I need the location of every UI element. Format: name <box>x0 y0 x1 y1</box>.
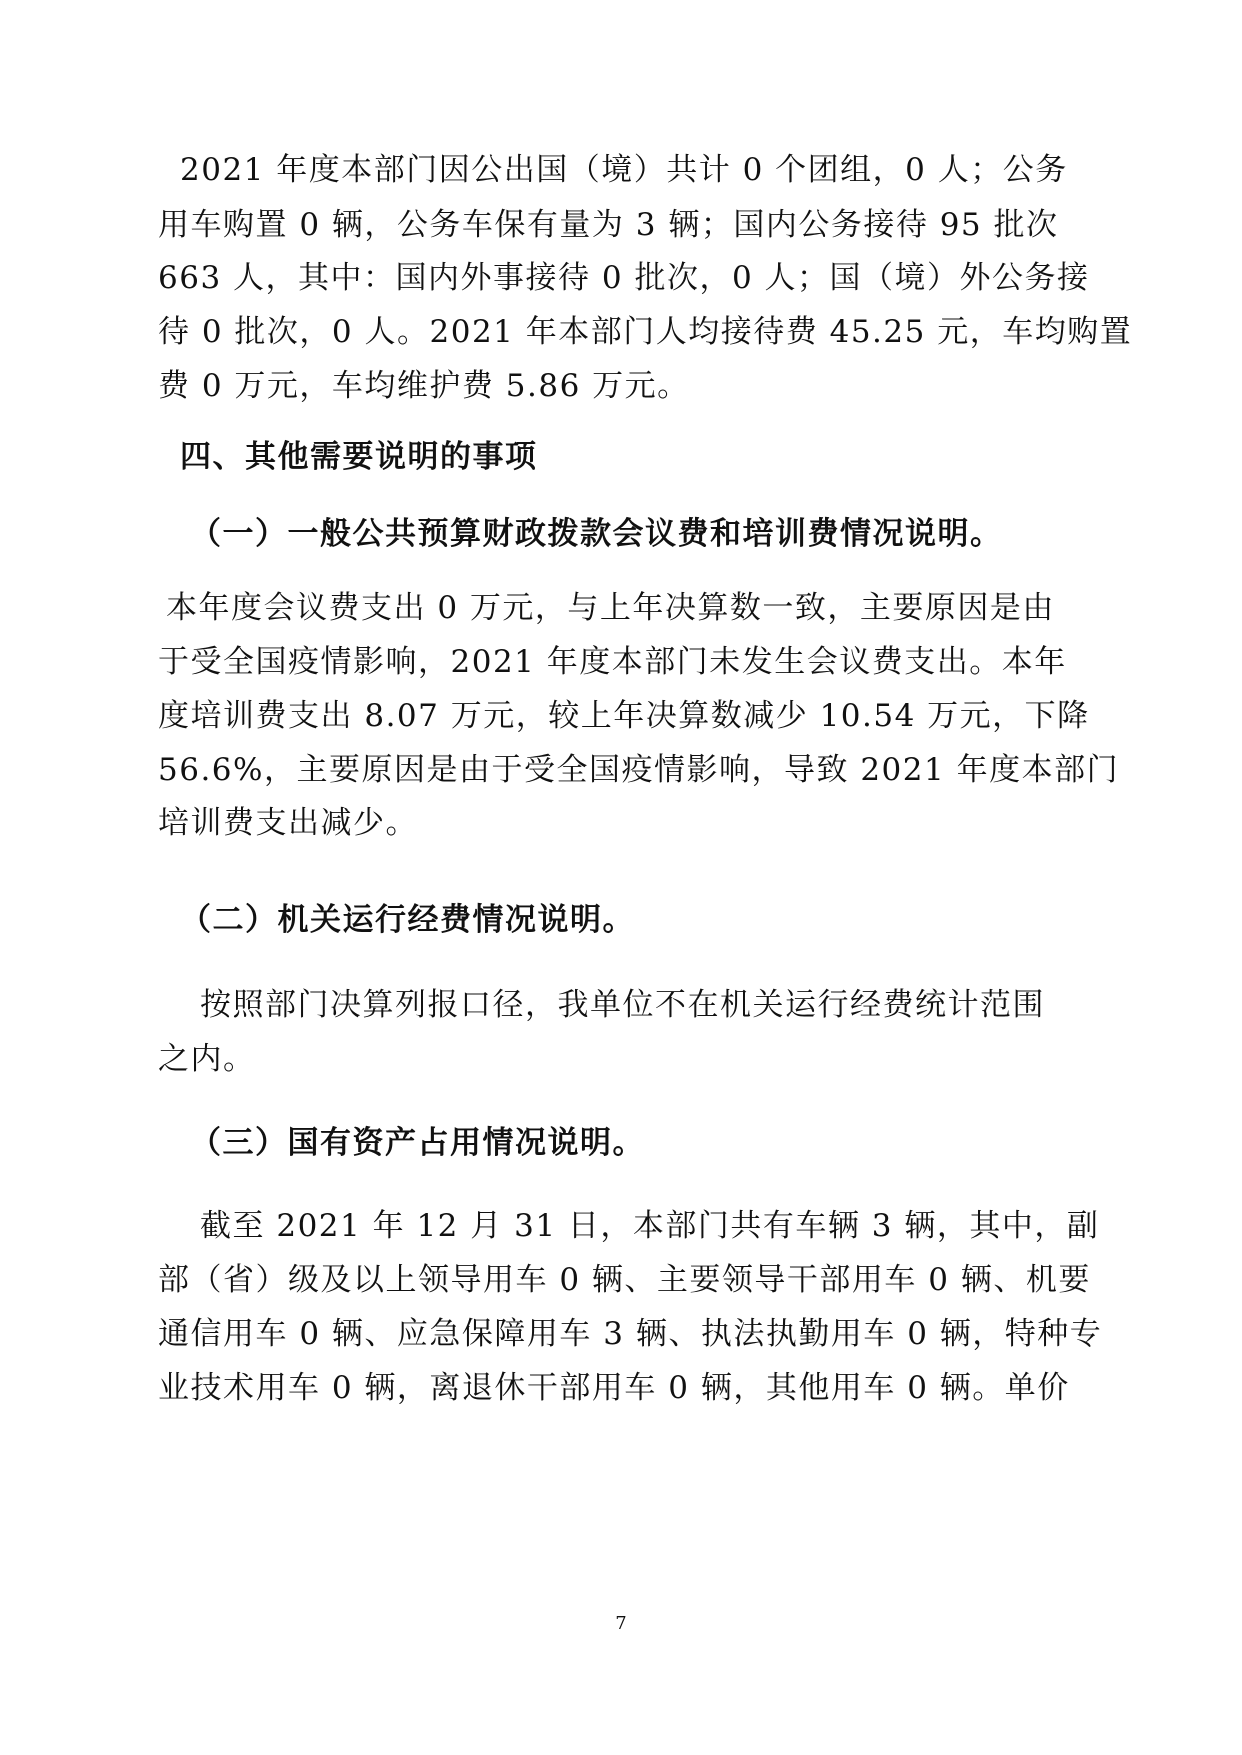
paragraph-assets-line-3: 通信用车 0 辆、应急保障用车 3 辆、执法执勤用车 0 辆，特种专 <box>158 1316 1103 1352</box>
paragraph-overseas-line-2: 用车购置 0 辆，公务车保有量为 3 辆；国内公务接待 95 批次 <box>158 207 1059 243</box>
paragraph-meeting-line-4: 56.6%，主要原因是由于受全国疫情影响，导致 2021 年度本部门 <box>158 752 1120 788</box>
section-heading: 四、其他需要说明的事项 <box>180 439 538 475</box>
paragraph-meeting-line-1: 本年度会议费支出 0 万元，与上年决算数一致，主要原因是由 <box>166 590 1055 626</box>
page-number: 7 <box>615 1613 627 1634</box>
paragraph-overseas-line-4: 待 0 批次，0 人。2021 年本部门人均接待费 45.25 元，车均购置 <box>158 314 1133 350</box>
paragraph-overseas-line-5: 费 0 万元，车均维护费 5.86 万元。 <box>158 368 690 404</box>
paragraph-meeting-line-2: 于受全国疫情影响，2021 年度本部门未发生会议费支出。本年 <box>158 644 1067 680</box>
paragraph-assets-line-1: 截至 2021 年 12 月 31 日，本部门共有车辆 3 辆，其中，副 <box>200 1208 1100 1244</box>
paragraph-operating-line-2: 之内。 <box>158 1041 256 1077</box>
paragraph-operating-line-1: 按照部门决算列报口径，我单位不在机关运行经费统计范围 <box>200 987 1045 1023</box>
sub-heading-state-assets: （三）国有资产占用情况说明。 <box>190 1125 645 1161</box>
paragraph-assets-line-2: 部（省）级及以上领导用车 0 辆、主要领导干部用车 0 辆、机要 <box>158 1262 1091 1298</box>
paragraph-meeting-line-3: 度培训费支出 8.07 万元，较上年决算数减少 10.54 万元，下降 <box>158 698 1090 734</box>
sub-heading-meeting-training: （一）一般公共预算财政拨款会议费和培训费情况说明。 <box>190 516 1003 552</box>
paragraph-overseas-line-1: 2021 年度本部门因公出国（境）共计 0 个团组，0 人；公务 <box>180 152 1068 188</box>
paragraph-assets-line-4: 业技术用车 0 辆，离退休干部用车 0 辆，其他用车 0 辆。单价 <box>158 1370 1070 1406</box>
paragraph-meeting-line-5: 培训费支出减少。 <box>158 805 418 841</box>
sub-heading-operating-expenses: （二）机关运行经费情况说明。 <box>180 902 635 938</box>
paragraph-overseas-line-3: 663 人，其中：国内外事接待 0 批次，0 人；国（境）外公务接 <box>158 260 1090 296</box>
